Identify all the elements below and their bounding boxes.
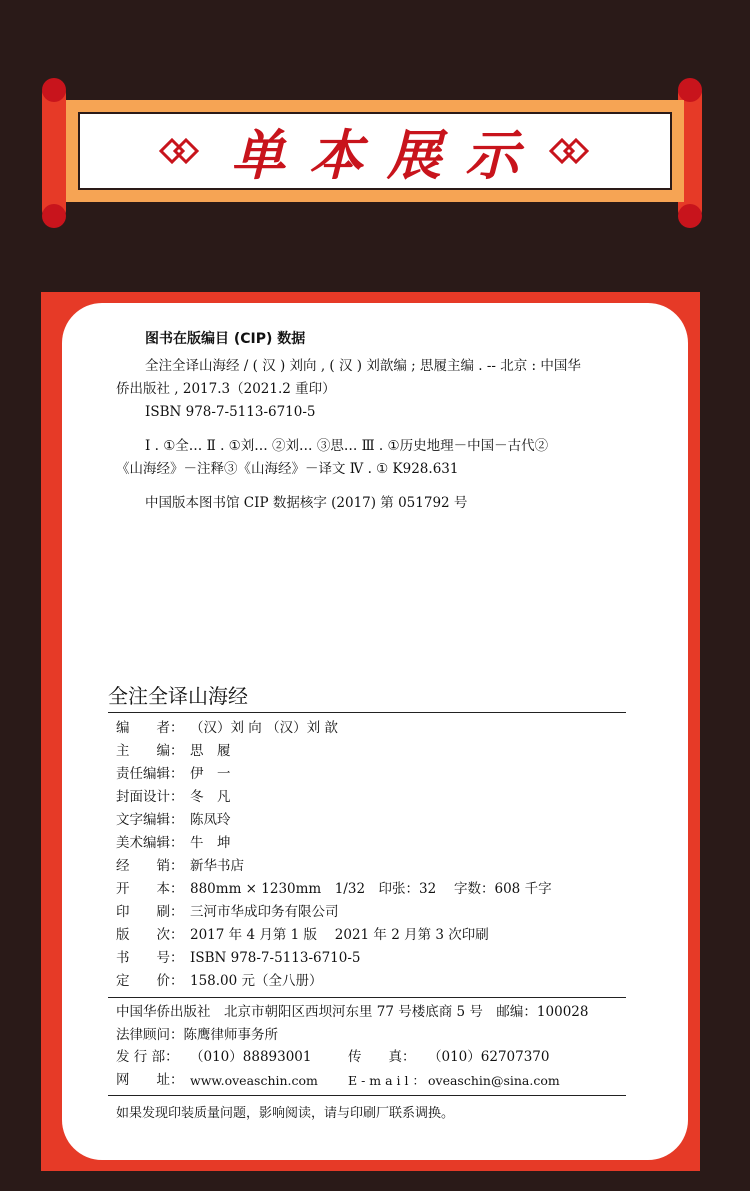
scroll-rod-left <box>42 82 66 222</box>
phone-label: 发 行 部： <box>116 1049 179 1065</box>
publication-details <box>116 717 636 993</box>
list-item <box>116 878 636 901</box>
detail-value: 冬 凡 <box>190 789 231 805</box>
detail-label: 版 次： <box>116 927 184 943</box>
divider <box>108 712 626 713</box>
fax-label: 传 真： <box>348 1049 416 1065</box>
diamond-ornament-icon <box>159 138 201 164</box>
detail-value: 伊 一 <box>190 766 231 782</box>
phone-value: （010）88893001 <box>190 1049 312 1065</box>
list-item <box>116 855 636 878</box>
legal-counsel: 法律顾问：陈鹰律师事务所 <box>116 1027 278 1043</box>
banner-title: 单本展示 <box>231 123 543 187</box>
banner-panel <box>78 112 672 190</box>
fax-value: （010）62707370 <box>428 1049 550 1065</box>
detail-label: 美术编辑： <box>116 835 184 851</box>
list-item <box>116 763 636 786</box>
cip-isbn: ISBN 978-7-5113-6710-5 <box>145 404 316 420</box>
detail-label: 封面设计： <box>116 789 184 805</box>
detail-label: 文字编辑： <box>116 812 184 828</box>
website-link[interactable]: www.oveaschin.com <box>190 1073 318 1088</box>
list-item <box>116 901 636 924</box>
email-label: E - m a i l ： <box>348 1073 425 1088</box>
list-item <box>116 809 636 832</box>
detail-label: 编 者： <box>116 720 184 736</box>
list-item <box>116 924 636 947</box>
scroll-knob <box>678 78 702 102</box>
detail-label: 主 编： <box>116 743 184 759</box>
detail-value: 陈凤玲 <box>190 812 231 828</box>
detail-label: 开 本： <box>116 881 184 897</box>
detail-value: 158.00 元（全八册） <box>190 973 323 989</box>
cip-line2: 侨出版社 , 2017.3（2021.2 重印） <box>116 381 336 397</box>
website-label: 网 址： <box>116 1072 184 1088</box>
detail-label: 定 价： <box>116 973 184 989</box>
book-title: 全注全译山海经 <box>108 684 248 708</box>
detail-value: 880mm × 1230mm 1/32 印张：32 字数：608 千字 <box>190 881 552 897</box>
list-item <box>116 786 636 809</box>
diamond-ornament-icon <box>549 138 591 164</box>
cip-class-line2: 《山海经》－注释③《山海经》－译文 Ⅳ . ① K928.631 <box>116 461 459 477</box>
scroll-knob <box>678 204 702 228</box>
divider <box>108 997 626 998</box>
detail-value: （汉）刘 向 （汉）刘 歆 <box>190 720 338 736</box>
quality-notice: 如果发现印装质量问题，影响阅读，请与印刷厂联系调换。 <box>116 1106 455 1121</box>
detail-label: 经 销： <box>116 858 184 874</box>
list-item <box>116 947 636 970</box>
detail-value: 2017 年 4 月第 1 版 2021 年 2 月第 3 次印刷 <box>190 927 489 943</box>
scroll-banner <box>0 0 750 260</box>
detail-value: 三河市华成印务有限公司 <box>190 904 339 920</box>
publisher-address: 中国华侨出版社 北京市朝阳区西坝河东里 77 号楼底商 5 号 邮编：100028 <box>116 1004 589 1020</box>
scroll-knob <box>42 204 66 228</box>
cip-heading: 图书在版编目 (CIP) 数据 <box>145 331 306 347</box>
detail-value: 新华书店 <box>190 858 244 874</box>
detail-label: 书 号： <box>116 950 184 966</box>
list-item <box>116 740 636 763</box>
list-item <box>116 832 636 855</box>
cip-line1: 全注全译山海经 / ( 汉 ) 刘向 , ( 汉 ) 刘歆编 ; 思履主编 . -- 北京 : 中国华 <box>145 358 581 374</box>
detail-value: ISBN 978-7-5113-6710-5 <box>190 950 361 966</box>
cip-verify: 中国版本图书馆 CIP 数据核字 (2017) 第 051792 号 <box>145 495 468 511</box>
detail-label: 责任编辑： <box>116 766 184 782</box>
scroll-knob <box>42 78 66 102</box>
email-link[interactable]: oveaschin@sina.com <box>428 1073 560 1088</box>
detail-value: 思 履 <box>190 743 231 759</box>
list-item <box>116 970 636 993</box>
cip-class-line1: Ⅰ . ①全… Ⅱ . ①刘… ②刘… ③思… Ⅲ . ①历史地理－中国－古代② <box>145 438 549 454</box>
list-item <box>116 717 636 740</box>
divider <box>108 1095 626 1096</box>
detail-label: 印 刷： <box>116 904 184 920</box>
detail-value: 牛 坤 <box>190 835 231 851</box>
